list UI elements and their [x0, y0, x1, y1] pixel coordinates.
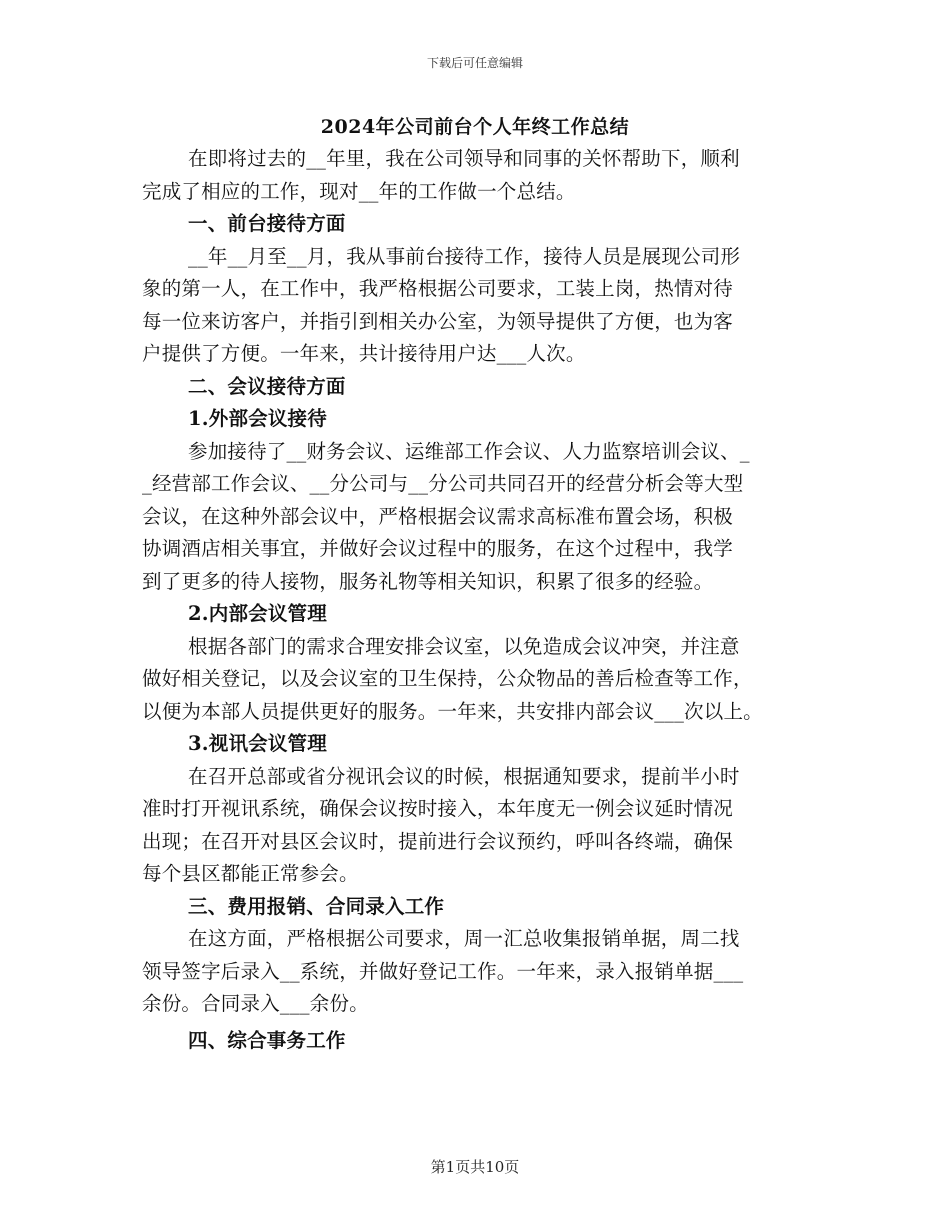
paragraph-line: 领导签字后录入__系统，并做好登记工作。一年来，录入报销单据___ — [142, 959, 744, 983]
paragraph-line: __年__月至__月，我从事前台接待工作，接待人员是展现公司形 — [188, 244, 741, 268]
paragraph-line: 在这方面，严格根据公司要求，周一汇总收集报销单据，周二找 — [188, 927, 740, 950]
paragraph-line: 准时打开视讯系统，确保会议按时接入，本年度无一例会议延时情况 — [142, 797, 734, 820]
paragraph-line: 象的第一人，在工作中，我严格根据公司要求，工装上岗，热情对待 — [142, 277, 734, 300]
paragraph-line: 到了更多的待人接物，服务礼物等相关知识，积累了很多的经验。 — [142, 569, 714, 593]
document-title: 2024年公司前台个人年终工作总结 — [320, 116, 630, 138]
paragraph-line: 余份。合同录入___余份。 — [142, 992, 369, 1015]
paragraph-line: 参加接待了__财务会议、运维部工作会议、人力监察培训会议、_ — [188, 439, 750, 463]
paragraph-line: 根据各部门的需求合理安排会议室，以免造成会议冲突，并注意 — [188, 634, 740, 658]
paragraph-line: 以便为本部人员提供更好的服务。一年来，共安排内部会议___次以上。 — [142, 699, 763, 723]
section-heading: 1.外部会议接待 — [188, 407, 327, 430]
document-body — [142, 143, 814, 1057]
section-heading: 2.内部会议管理 — [188, 602, 327, 625]
paragraph-line: 完成了相应的工作，现对__年的工作做一个总结。 — [142, 179, 576, 203]
paragraph-line: 每个县区都能正常参会。 — [142, 862, 359, 885]
section-heading: 3.视讯会议管理 — [188, 732, 327, 755]
paragraph-line: 出现；在召开对县区会议时，提前进行会议预约，呼叫各终端，确保 — [142, 829, 734, 853]
paragraph-line: 户提供了方便。一年来，共计接待用户达___人次。 — [142, 342, 586, 365]
paragraph-line: 做好相关登记，以及会议室的卫生保持，公众物品的善后检查等工作， — [142, 667, 753, 690]
paragraph-line: 每一位来访客户，并指引到相关办公室，为领导提供了方便，也为客 — [142, 309, 734, 333]
paragraph-line: 在即将过去的__年里，我在公司领导和同事的关怀帮助下，顺利 — [188, 147, 740, 170]
section-heading: 一、前台接待方面 — [188, 212, 346, 235]
paragraph-line: _经营部工作会议、__分公司与__分公司共同召开的经营分析会等大型 — [142, 472, 744, 495]
paragraph-line: 在召开总部或省分视讯会议的时候，根据通知要求，提前半小时 — [188, 764, 740, 788]
section-heading: 三、费用报销、合同录入工作 — [188, 894, 445, 918]
paragraph-line: 会议，在这种外部会议中，严格根据会议需求高标准布置会场，积极 — [142, 504, 734, 528]
paragraph-line: 协调酒店相关事宜，并做好会议过程中的服务，在这个过程中，我学 — [142, 537, 734, 560]
page-footer: 第1页共10页 — [430, 1158, 520, 1176]
header-note: 下载后可任意编辑 — [426, 56, 523, 70]
section-heading: 二、会议接待方面 — [188, 374, 346, 398]
section-heading: 四、综合事务工作 — [188, 1028, 346, 1052]
